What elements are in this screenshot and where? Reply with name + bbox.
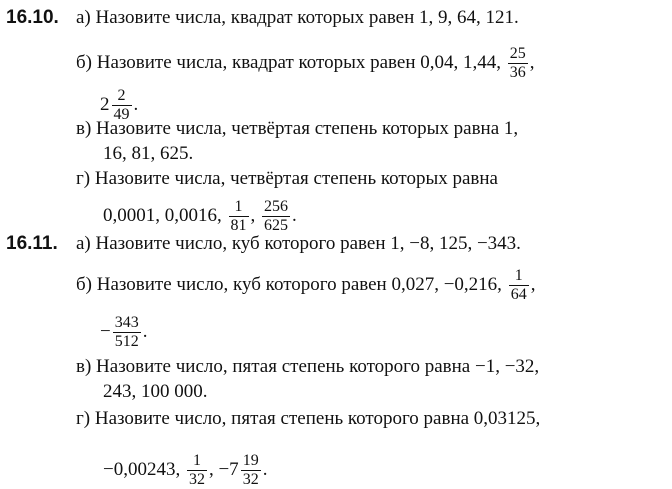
problem-16-11-g-line2: −0,00243, $\frac{1}{32}$ , −7 $\frac{19}{32}$ . xyxy=(103,452,268,488)
problem-16-10-b-line1: б) Назовите числа, квадрат которых равен 0,04, 1,44, $\frac{25}{36}$ , xyxy=(76,45,535,81)
problem-number-16-10: 16.10. xyxy=(6,7,59,28)
problem-16-11-b-text: б) Назовите число, куб которого равен 0,027, −0,216, xyxy=(76,273,502,295)
problem-16-11-b-line1: б) Назовите число, куб которого равен 0,027, −0,216, $\frac{1}{64}$ , xyxy=(76,267,536,303)
problem-16-11-g-line1: г) Назовите число, пятая степень которого равна 0,03125, xyxy=(76,408,541,429)
problem-16-11-v-line1: в) Назовите число, пятая степень которого равна −1, −32, xyxy=(76,356,540,377)
fraction-343-512: $\frac{343}{512}$ xyxy=(114,314,139,350)
fraction-1-32: $\frac{1}{32}$ xyxy=(188,452,205,488)
problem-16-10-g-line1: г) Назовите числа, четвёртая степень которых равна xyxy=(76,168,498,189)
problem-16-10-g-line2: 0,0001, 0,0016, $\frac{1}{81}$ , $\frac{256}{625}$ . xyxy=(103,198,297,234)
fraction-19-32: $\frac{19}{32}$ xyxy=(242,452,259,488)
problem-16-11-a: а) Назовите число, куб которого равен 1, −8, 125, −343. xyxy=(76,233,521,254)
fraction-25-36: $\frac{25}{36}$ xyxy=(509,45,526,81)
fraction-1-64: $\frac{1}{64}$ xyxy=(510,267,527,303)
problem-16-11-v-line2: 243, 100 000. xyxy=(103,381,208,402)
problem-number-16-11: 16.11. xyxy=(6,233,58,254)
problem-16-11-b-line2: − $\frac{343}{512}$ . xyxy=(100,314,148,350)
fraction-256-625: $\frac{256}{625}$ xyxy=(264,198,288,234)
problem-16-10-b-line2: 2 $\frac{2}{49}$ . xyxy=(100,87,139,123)
problem-16-10-a: а) Назовите числа, квадрат которых равен 1, 9, 64, 121. xyxy=(76,7,519,28)
fraction-2-49: $\frac{2}{49}$ xyxy=(113,87,130,123)
problem-16-10-v-line2: 16, 81, 625. xyxy=(103,143,194,164)
problem-16-10-b-text: б) Назовите числа, квадрат которых равен 0,04, 1,44, xyxy=(76,51,502,73)
fraction-1-81: $\frac{1}{81}$ xyxy=(230,198,247,234)
problem-16-10-v-line1: в) Назовите числа, четвёртая степень которых равна 1, xyxy=(76,118,519,139)
